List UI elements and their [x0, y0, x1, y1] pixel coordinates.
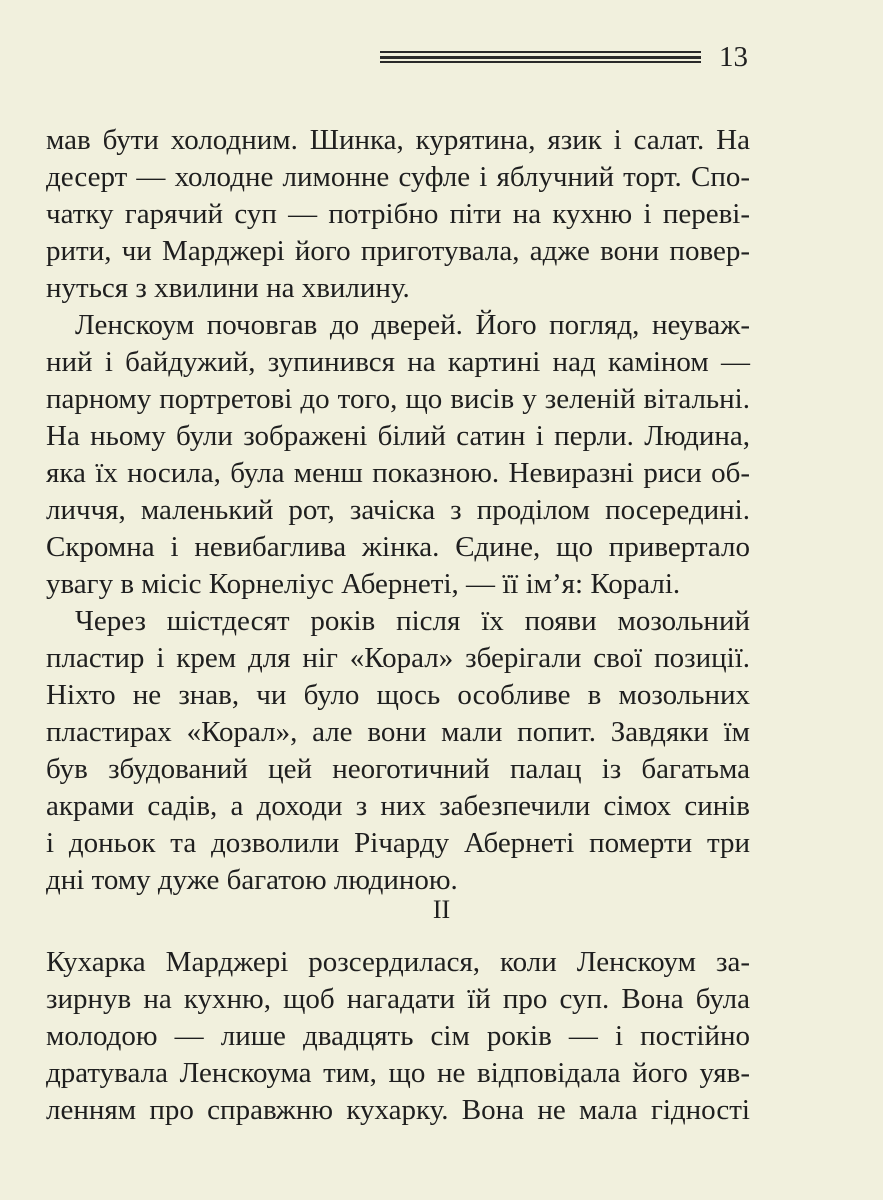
text-line: був збудований цей неоготичний палац із багатьма — [46, 753, 750, 785]
text-line: рити, чи Марджері його приготувала, адже вони повер- — [46, 235, 750, 267]
header-rule — [380, 51, 701, 64]
text-line: ленням про справжню кухарку. Вона не мала гідності — [46, 1094, 750, 1126]
text-line: Через шістдесят років після їх появи мозольний — [75, 605, 750, 637]
text-line: десерт — холодне лимонне суфле і яблучний торт. Спо- — [46, 161, 750, 193]
text-line: парному портретові до того, що висів у зеленій вітальні. — [46, 383, 750, 415]
text-line: яка їх носила, була менш показною. Невиразні риси об- — [46, 457, 750, 489]
text-line: пластирах «Корал», але вони мали попит. Завдяки їм — [46, 716, 750, 748]
text-line: личчя, маленький рот, зачіска з проділом посередині. — [46, 494, 750, 526]
page-number: 13 — [719, 41, 748, 73]
text-line: дні тому дуже багатою людиною. — [46, 864, 458, 896]
text-line: Скромна і невибаглива жінка. Єдине, що привертало — [46, 531, 750, 563]
section-heading: II — [432, 895, 451, 924]
text-line: мав бути холодним. Шинка, курятина, язик і салат. На — [46, 124, 750, 156]
text-line: дратувала Ленскоума тим, що не відповідала його уяв- — [46, 1057, 750, 1089]
text-line: Ніхто не знав, чи було щось особливе в мозольних — [46, 679, 750, 711]
text-line: і доньок та дозволили Річарду Абернеті померти три — [46, 827, 750, 859]
text-line: нуться з хвилини на хвилину. — [46, 272, 410, 304]
text-line: ний і байдужий, зупинився на картині над каміном — — [46, 346, 750, 378]
text-line: акрами садів, а доходи з них забезпечили сімох синів — [46, 790, 750, 822]
text-line: пластир і крем для ніг «Корал» зберігали свої позиції. — [46, 642, 750, 674]
text-line: чатку гарячий суп — потрібно піти на кухню і переві- — [46, 198, 750, 230]
text-line: зирнув на кухню, щоб нагадати їй про суп. Вона була — [46, 983, 750, 1015]
text-line: Ленскоум почовгав до дверей. Його погляд, неуваж- — [75, 309, 750, 341]
text-line: увагу в місіс Корнеліус Абернеті, — її ім’я: Коралі. — [46, 568, 681, 600]
text-line: Кухарка Марджері розсердилася, коли Ленскоум за- — [46, 946, 750, 978]
text-line: На ньому були зображені білий сатин і перли. Людина, — [46, 420, 750, 452]
text-line: молодою — лише двадцять сім років — і постійно — [46, 1020, 750, 1052]
